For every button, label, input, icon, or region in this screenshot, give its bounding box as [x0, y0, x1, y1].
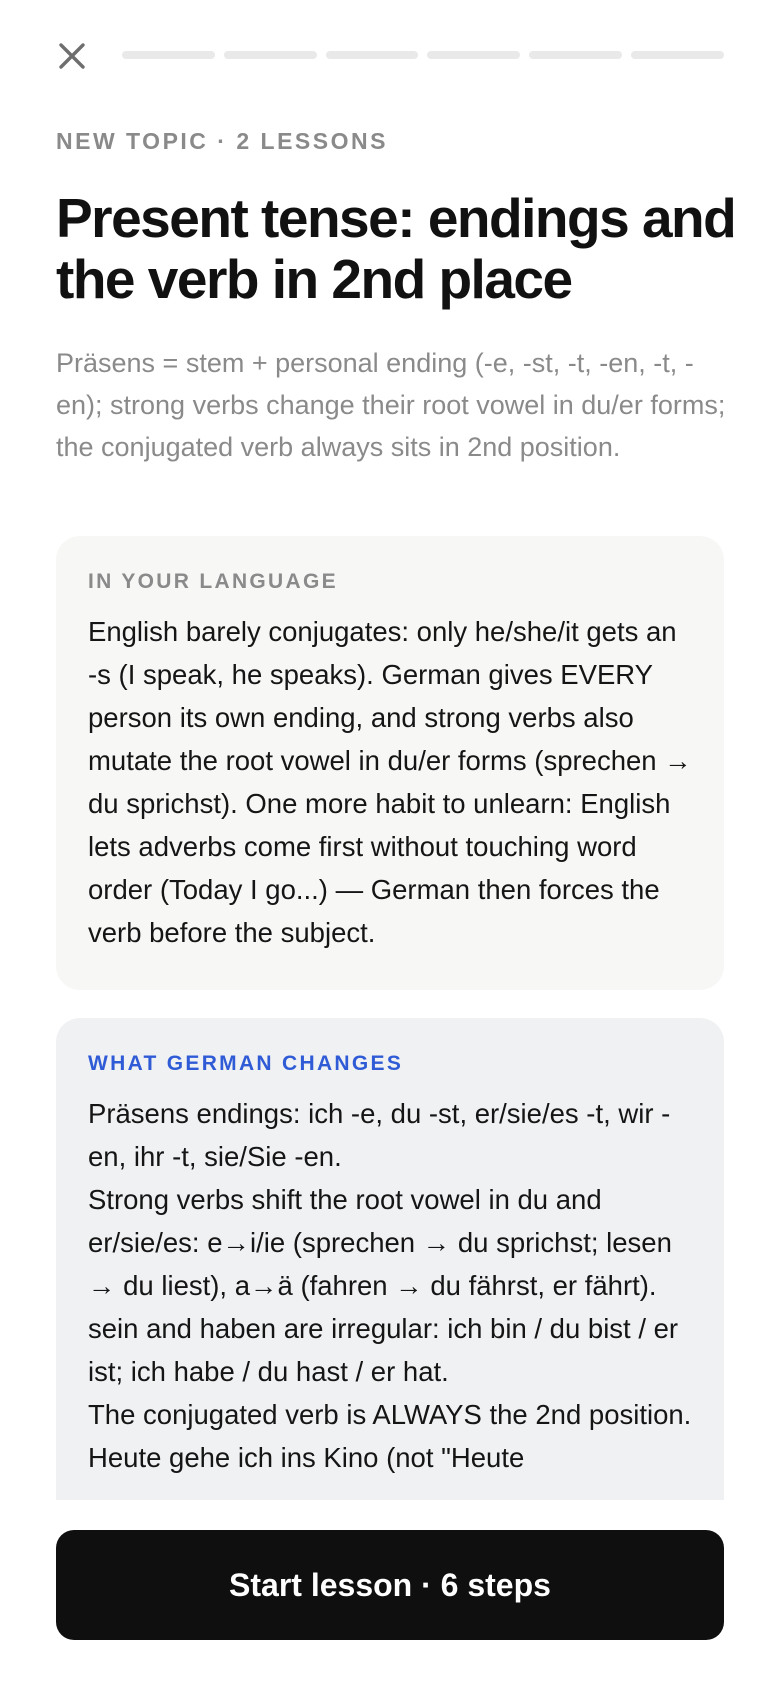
native-language-card [56, 536, 724, 990]
german-card-label: WHAT GERMAN CHANGES [88, 1052, 404, 1075]
german-rule-line: Präsens endings: ich -e, du -st, er/sie/es -t, wir -en, ihr -t, sie/Sie -en. [88, 1098, 671, 1172]
german-rule-line: sein and haben are irregular: ich bin / du bist / er ist; ich habe / du hast / er hat. [88, 1313, 679, 1387]
close-button[interactable] [56, 40, 88, 72]
progress-segment [122, 51, 215, 59]
german-card-body [88, 1092, 692, 1479]
native-card-label: IN YOUR LANGUAGE [88, 570, 338, 593]
progress-segment [529, 51, 622, 59]
german-rule-line: Strong verbs shift the root vowel in du and er/sie/es: e→i/ie (sprechen → du sprichst; lesen → du liest), a→ä (fahren → du fährst, er fährt). [88, 1184, 672, 1301]
top-bar [0, 0, 780, 110]
german-rule-line: The conjugated verb is ALWAYS the 2nd position. Heute gehe ich ins Kino (not "Heute [88, 1399, 692, 1473]
progress-segment [631, 51, 724, 59]
topic-eyebrow: NEW TOPIC · 2 LESSONS [56, 128, 388, 154]
native-card-body: English barely conjugates: only he/she/it gets an -s (I speak, he speaks). German gives EVERY person its own ending, and strong verbs also mutate the root vowel in du/er forms (sprechen → du sprichst). One more habit to unlearn: English lets adverbs come first without touching word order (Today I go...) — German then forces the verb before the subject. [88, 616, 692, 948]
page-title: Present tense: endings and the verb in 2nd place [56, 187, 736, 310]
progress-segment [224, 51, 317, 59]
progress-segment [427, 51, 520, 59]
start-lesson-button[interactable]: Start lesson · 6 steps [56, 1530, 724, 1640]
close-icon [56, 40, 88, 72]
topic-summary: Präsens = stem + personal ending (-e, -st, -t, -en, -t, -en); strong verbs change their root vowel in du/er forms; the conjugated verb always sits in 2nd position. [56, 348, 726, 462]
progress-segment [326, 51, 419, 59]
lesson-progress-bar [122, 51, 724, 59]
